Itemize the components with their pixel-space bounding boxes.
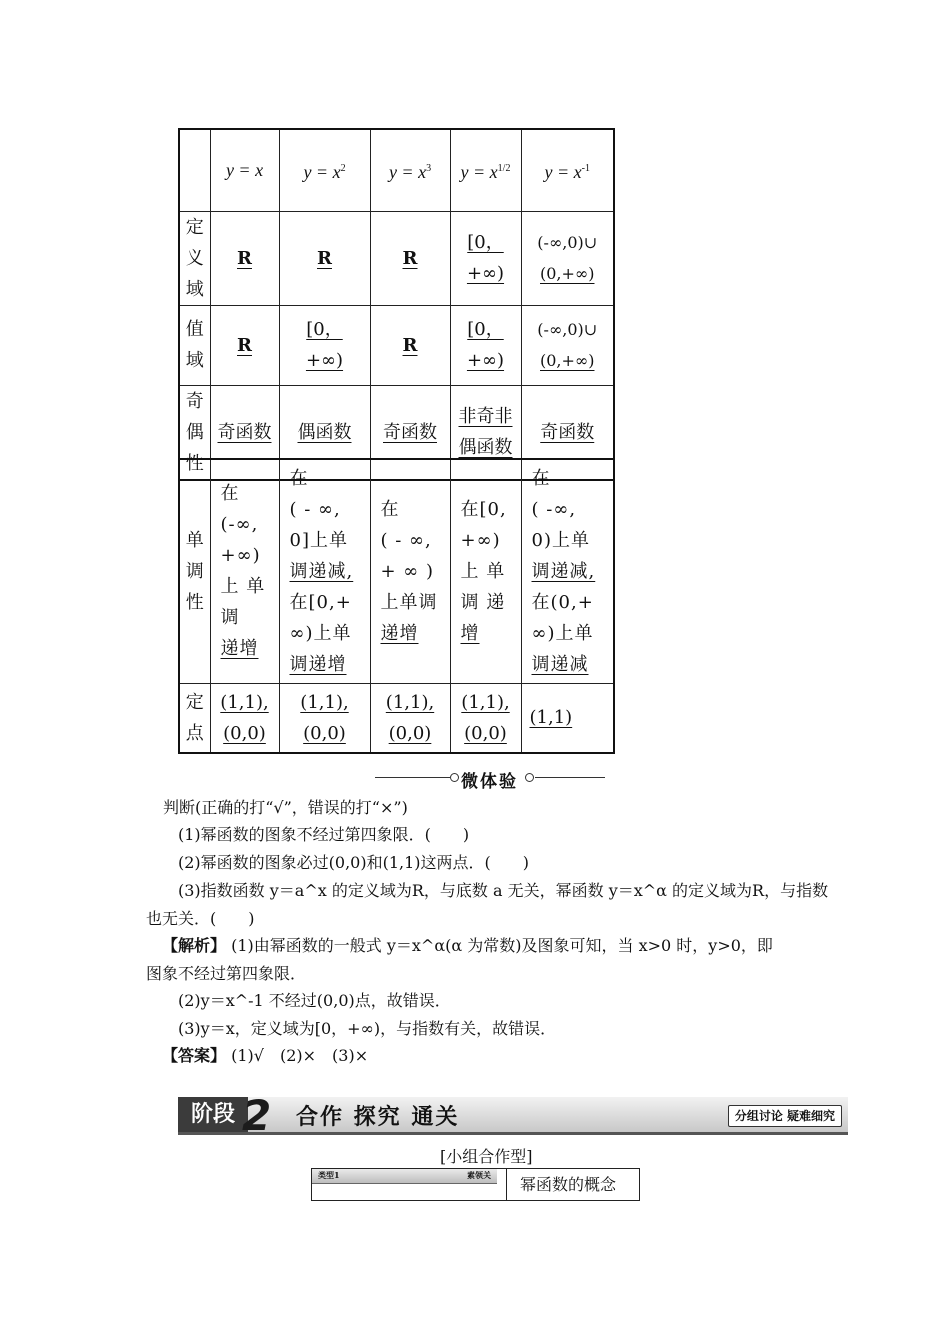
analysis-line-4: (3)y＝x，定义域为[0，+∞)，与指数有关，故错误． [178,1019,557,1038]
stage-number: 2 [242,1091,272,1140]
range-cell: (-∞,0)∪ (0,+∞) [521,305,614,385]
group-label: [小组合作型] [440,1147,533,1166]
question-3-line-1: (3)指数函数 y＝a^x 的定义域为R，与底数 a 无关，幂函数 y＝x^α 的定义域为R，与指数 [178,881,829,900]
range-cell: [0， +∞) [450,305,521,385]
domain-cell: [0， +∞) [450,211,521,305]
fixed-point-cell: (1,1) [521,683,614,753]
parity-cell: 奇函数 [521,385,614,480]
header-y-x-half: $y = x^{1/2}$ [450,129,521,211]
row-label-fixed-point: 定 点 [179,683,210,753]
header-y-x: y = x [210,129,279,211]
section-title: 微体验 [461,772,518,792]
divider-line-left [375,777,450,778]
corner-cell [179,129,210,211]
domain-cell: R [370,211,450,305]
stage-label: 阶段 [178,1097,248,1132]
row-label-domain: 定 义 域 [179,211,210,305]
analysis-line-3: (2)y＝x^-1 不经过(0,0)点，故错误． [178,991,451,1010]
answer-label: 【答案】 [162,1046,227,1065]
header-y-x2: $y = x^2$ [279,129,370,211]
stage-banner [178,1091,848,1140]
type-strip [312,1169,497,1184]
row-label-monotonicity: 单 调 性 [179,459,210,683]
type-title: 幂函数的概念 [520,1175,617,1194]
question-1: (1)幂函数的图象不经过第四象限．( ) [178,825,470,844]
monotonicity-cell: 在 ( - ∞, 0]上单 调递减, 在[0,+ ∞)上单 调递增 [279,459,370,683]
fixed-point-cell: (1,1), (0,0) [370,683,450,753]
monotonicity-cell: 在 ( -∞, 0)上单 调递减, 在(0,+ ∞)上单 调递减 [521,459,614,683]
power-function-table-bottom [178,458,615,754]
parity-cell: 奇函数 [370,385,450,480]
domain-cell: R [279,211,370,305]
monotonicity-cell: 在 (-∞, +∞) 上 单 调 递增 [210,459,279,683]
fixed-point-cell: (1,1), (0,0) [450,683,521,753]
answer-line [162,1047,368,1065]
fixed-point-cell: (1,1), (0,0) [210,683,279,753]
range-cell: R [210,305,279,385]
question-3-line-2: 也无关．( ) [146,909,255,928]
type-tag-2: 素领关 [467,1170,491,1180]
divider-dot-left-icon [450,773,459,782]
question-2: (2)幂函数的图象必过(0,0)和(1,1)这两点．( ) [178,853,530,872]
parity-cell: 非奇非 偶函数 [450,385,521,480]
stage-title: 合作 探究 通关 [296,1104,460,1130]
power-function-table-top [178,128,615,481]
row-label-parity: 奇 偶 性 [179,385,210,480]
analysis-label: 【解析】 [162,936,227,955]
range-cell: [0， +∞) [279,305,370,385]
header-y-x-neg1: $y = x^{-1}$ [521,129,614,211]
type-divider [506,1169,507,1200]
type-tag: 类型1 [318,1170,340,1180]
analysis-text-1: (1)由幂函数的一般式 y＝x^α(α 为常数)及图象可知，当 x>0 时，y>0，即 [231,936,773,955]
parity-cell: 偶函数 [279,385,370,480]
divider-line-right [535,777,605,778]
section-divider [375,767,605,792]
header-y-x3: $y = x^3$ [370,129,450,211]
intro-line: 判断(正确的打“√”，错误的打“×”) [163,798,408,817]
analysis-line-2: 图象不经过第四象限． [146,964,307,983]
domain-cell: (-∞,0)∪ (0,+∞) [521,211,614,305]
fixed-point-cell: (1,1), (0,0) [279,683,370,753]
row-label-range: 值 域 [179,305,210,385]
monotonicity-cell: 在[0, +∞) 上 单 调 递 增 [450,459,521,683]
domain-cell: R [210,211,279,305]
stage-badge: 分组讨论 疑难细究 [728,1105,842,1127]
type-box [311,1168,640,1201]
range-cell: R [370,305,450,385]
parity-cell: 奇函数 [210,385,279,480]
monotonicity-cell: 在 ( - ∞, + ∞ ) 上单调 递增 [370,459,450,683]
divider-dot-right-icon [525,773,534,782]
answer-text: (1)√ (2)× (3)× [231,1046,369,1065]
analysis-line-1 [162,937,773,955]
